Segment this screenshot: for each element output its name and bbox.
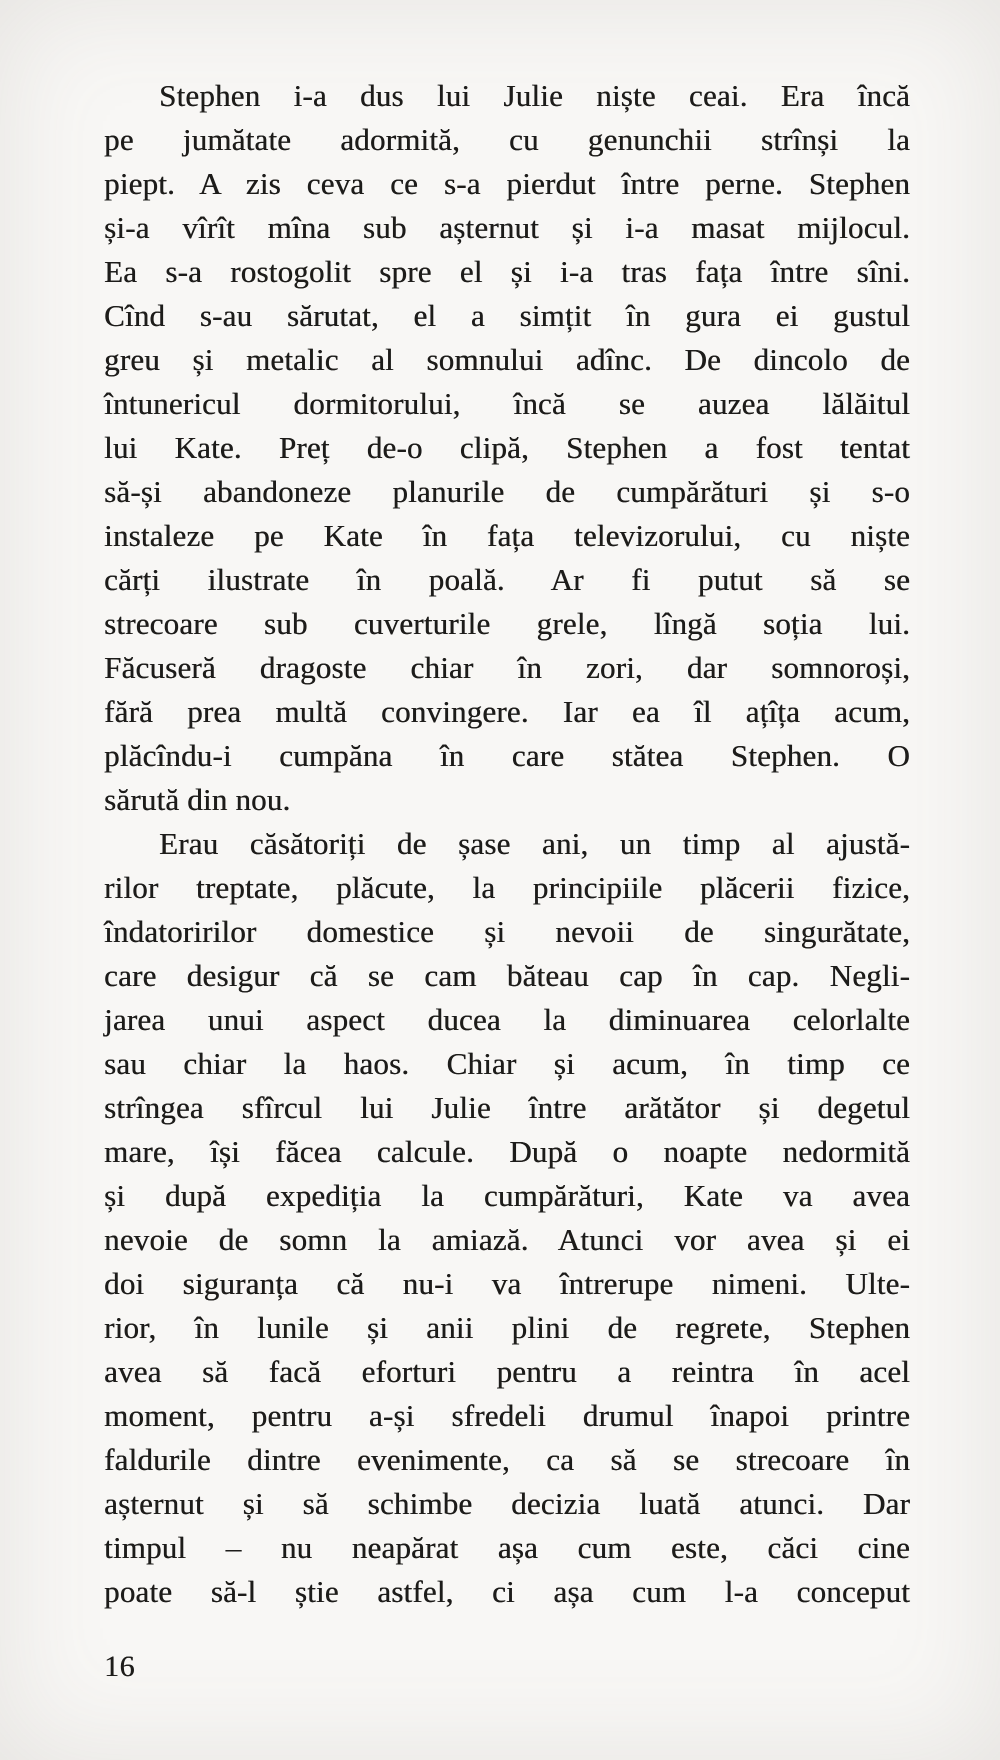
- text-line: cărți ilustrate în poală. Ar fi putut să se: [104, 562, 910, 597]
- text-line: timpul – nu neapărat așa cum este, căci cine: [104, 1530, 910, 1565]
- text-line: mare, își făcea calcule. După o noapte nedormită: [104, 1134, 910, 1169]
- text-line: plăcîndu-i cumpăna în care stătea Stephen. O: [104, 738, 910, 773]
- text-line: jarea unui aspect ducea la diminuarea celorlalte: [104, 1002, 910, 1037]
- text-line: greu și metalic al somnului adînc. De dincolo de: [104, 342, 910, 377]
- text-line: rior, în lunile și anii plini de regrete, Stephen: [104, 1310, 910, 1345]
- text-line: doi siguranța că nu-i va întrerupe nimeni. Ulte-: [104, 1266, 910, 1301]
- text-line: strecoare sub cuverturile grele, lîngă soția lui.: [104, 606, 910, 641]
- text-line: să-și abandoneze planurile de cumpărături și s-o: [104, 474, 910, 509]
- text-line: lui Kate. Preț de-o clipă, Stephen a fost tentat: [104, 430, 910, 465]
- text-line: instaleze pe Kate în fața televizorului, cu niște: [104, 518, 910, 553]
- text-line: faldurile dintre evenimente, ca să se strecoare în: [104, 1442, 910, 1477]
- text-line: și-a vîrît mîna sub așternut și i-a masat mijlocul.: [104, 210, 910, 245]
- page-text: [104, 74, 910, 1614]
- text-line: Stephen i-a dus lui Julie niște ceai. Era încă: [159, 78, 910, 113]
- text-line: rilor treptate, plăcute, la principiile plăcerii fizice,: [104, 870, 910, 905]
- text-line: moment, pentru a-și sfredeli drumul înapoi printre: [104, 1398, 910, 1433]
- text-line: sărută din nou.: [104, 782, 291, 817]
- text-line: fără prea multă convingere. Iar ea îl ațîța acum,: [104, 694, 910, 729]
- text-line: avea să facă eforturi pentru a reintra în acel: [104, 1354, 910, 1389]
- text-line: Erau căsătoriți de șase ani, un timp al ajustă-: [159, 826, 910, 861]
- text-line: poate să-l știe astfel, ci așa cum l-a conceput: [104, 1574, 910, 1609]
- text-line: și după expediția la cumpărături, Kate va avea: [104, 1178, 910, 1213]
- text-line: Cînd s-au sărutat, el a simțit în gura ei gustul: [104, 298, 910, 333]
- paragraph: [104, 74, 910, 822]
- text-line: nevoie de somn la amiază. Atunci vor avea și ei: [104, 1222, 910, 1257]
- text-line: piept. A zis ceva ce s-a pierdut între perne. Stephen: [104, 166, 910, 201]
- text-line: strîngea sfîrcul lui Julie între arătător și degetul: [104, 1090, 910, 1125]
- paragraph: [104, 822, 910, 1614]
- page-number: 16: [104, 1650, 135, 1683]
- text-line: care desigur că se cam băteau cap în cap. Negli-: [104, 958, 910, 993]
- text-line: întunericul dormitorului, încă se auzea lălăitul: [104, 386, 910, 421]
- text-line: așternut și să schimbe decizia luată atunci. Dar: [104, 1486, 910, 1521]
- text-line: pe jumătate adormită, cu genunchii strînși la: [104, 122, 910, 157]
- text-line: Ea s-a rostogolit spre el și i-a tras fața între sîni.: [104, 254, 910, 289]
- text-line: Făcuseră dragoste chiar în zori, dar somnoroși,: [104, 650, 910, 685]
- text-line: sau chiar la haos. Chiar și acum, în timp ce: [104, 1046, 910, 1081]
- text-line: îndatoririlor domestice și nevoii de singurătate,: [104, 914, 910, 949]
